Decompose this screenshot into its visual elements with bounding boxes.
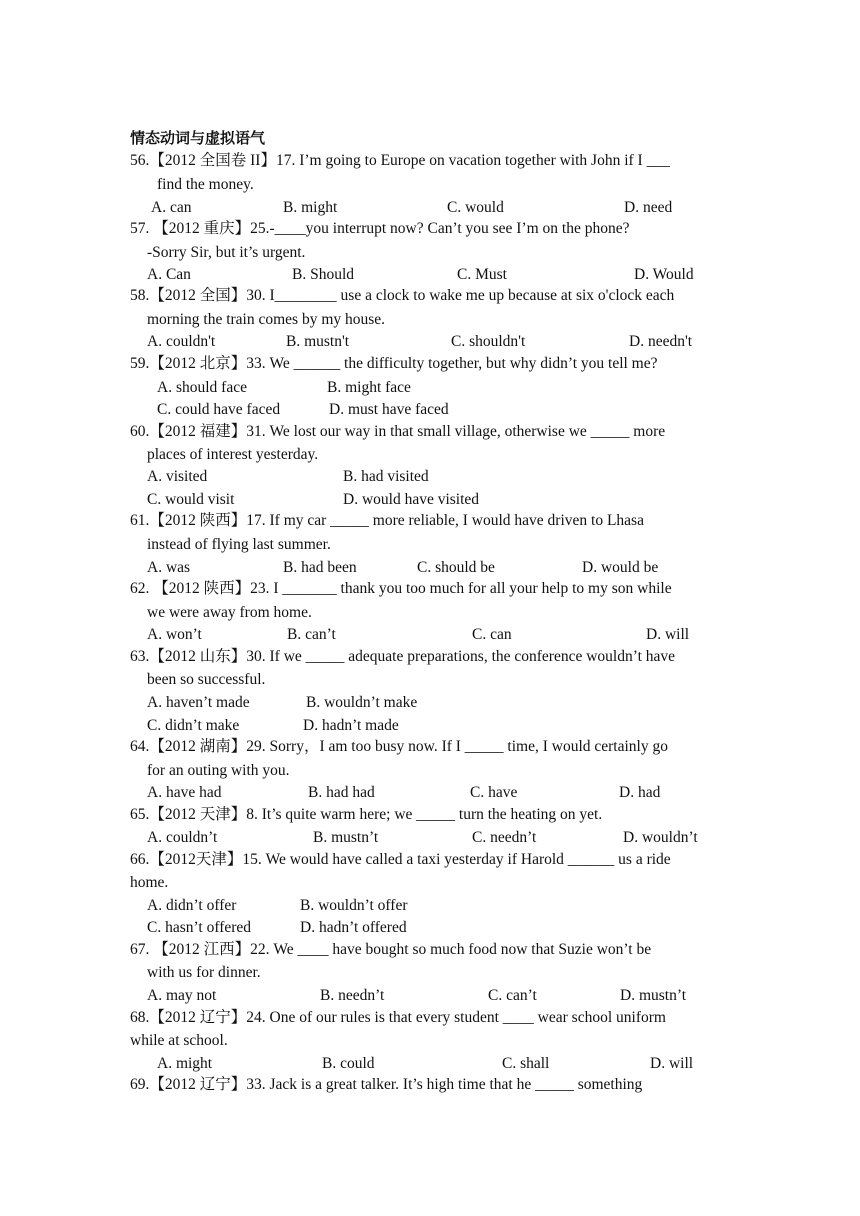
q57-option-d: D. Would (634, 266, 694, 283)
q62-option-a: A. won’t (147, 626, 202, 643)
q67-option-b: B. needn’t (320, 987, 385, 1004)
question-59-line-1: 59.【2012 北京】33. We ______ the difficulty together, but why didn’t you tell me? (130, 355, 658, 372)
question-60-line-1: 60.【2012 福建】31. We lost our way in that small village, otherwise we _____ more (130, 423, 666, 440)
question-67-line-1: 67. 【2012 江西】22. We ____ have bought so much food now that Suzie won’t be (130, 941, 652, 958)
q59-option-a: A. should face (157, 379, 247, 396)
q63-option-d: D. hadn’t made (303, 717, 399, 734)
question-61-line-2: instead of flying last summer. (147, 536, 331, 553)
q58-option-c: C. shouldn't (451, 333, 526, 350)
question-58-line-2: morning the train comes by my house. (147, 311, 386, 328)
question-66-line-2: home. (130, 874, 169, 891)
q56-option-c: C. would (447, 199, 504, 216)
page-title: 情态动词与虚拟语气 (130, 129, 266, 147)
q61-option-c: C. should be (417, 559, 495, 576)
q62-option-c: C. can (472, 626, 512, 643)
q58-option-a: A. couldn't (147, 333, 216, 350)
q67-option-a: A. may not (147, 987, 217, 1004)
question-64-line-2: for an outing with you. (147, 762, 290, 779)
q68-option-d: D. will (650, 1055, 694, 1072)
q56-option-d: D. need (624, 199, 673, 216)
q58-option-d: D. needn't (629, 333, 693, 350)
q62-option-b: B. can’t (287, 626, 336, 643)
q56-option-a: A. can (151, 199, 192, 216)
q61-option-d: D. would be (582, 559, 659, 576)
q57-option-a: A. Can (147, 266, 191, 283)
q67-option-d: D. mustn’t (620, 987, 687, 1004)
q65-option-b: B. mustn’t (313, 829, 379, 846)
q59-option-c: C. could have faced (157, 401, 281, 418)
q66-option-a: A. didn’t offer (147, 897, 237, 914)
question-60-line-2: places of interest yesterday. (147, 446, 319, 463)
q68-option-a: A. might (157, 1055, 213, 1072)
question-57-line-1: 57. 【2012 重庆】25.-____you interrupt now? Can’t you see I’m on the phone? (130, 220, 630, 237)
question-67-line-2: with us for dinner. (147, 964, 261, 981)
q63-option-a: A. haven’t made (147, 694, 250, 711)
q60-option-d: D. would have visited (343, 491, 480, 508)
q61-option-b: B. had been (283, 559, 357, 576)
question-56-line-2: find the money. (157, 176, 254, 193)
q56-option-b: B. might (283, 199, 338, 216)
q65-option-a: A. couldn’t (147, 829, 218, 846)
q67-option-c: C. can’t (488, 987, 537, 1004)
q60-option-c: C. would visit (147, 491, 235, 508)
question-61-line-1: 61.【2012 陕西】17. If my car _____ more reliable, I would have driven to Lhasa (130, 512, 644, 529)
q63-option-c: C. didn’t make (147, 717, 240, 734)
question-68-line-2: while at school. (130, 1032, 228, 1049)
q57-option-b: B. Should (292, 266, 355, 283)
q59-option-d: D. must have faced (329, 401, 449, 418)
question-62-line-1: 62. 【2012 陕西】23. I _______ thank you too much for all your help to my son while (130, 580, 672, 597)
question-64-line-1: 64.【2012 湖南】29. Sorry，I am too busy now. If I _____ time, I would certainly go (130, 738, 668, 755)
q59-option-b: B. might face (327, 379, 411, 396)
q64-option-a: A. have had (147, 784, 222, 801)
q64-option-b: B. had had (308, 784, 375, 801)
q62-option-d: D. will (646, 626, 690, 643)
q61-option-a: A. was (147, 559, 191, 576)
q64-option-c: C. have (470, 784, 518, 801)
question-58-line-1: 58.【2012 全国】30. I________ use a clock to wake me up because at six o'clock each (130, 287, 675, 304)
question-57-line-2: -Sorry Sir, but it’s urgent. (147, 244, 306, 261)
q65-option-d: D. wouldn’t (623, 829, 698, 846)
q60-option-a: A. visited (147, 468, 208, 485)
question-56-line-1: 56.【2012 全国卷 II】17. I’m going to Europe on vacation together with John if I ___ (130, 152, 670, 169)
question-63-line-1: 63.【2012 山东】30. If we _____ adequate preparations, the conference wouldn’t have (130, 648, 676, 665)
q57-option-c: C. Must (457, 266, 507, 283)
q66-option-d: D. hadn’t offered (300, 919, 407, 936)
question-65-line-1: 65.【2012 天津】8. It’s quite warm here; we _____ turn the heating on yet. (130, 806, 603, 823)
q66-option-c: C. hasn’t offered (147, 919, 252, 936)
q64-option-d: D. had (619, 784, 661, 801)
q65-option-c: C. needn’t (472, 829, 537, 846)
question-66-line-1: 66.【2012天津】15. We would have called a taxi yesterday if Harold ______ us a ride (130, 851, 671, 868)
q60-option-b: B. had visited (343, 468, 429, 485)
question-63-line-2: been so successful. (147, 671, 266, 688)
q58-option-b: B. mustn't (286, 333, 350, 350)
question-69-line-1: 69.【2012 辽宁】33. Jack is a great talker. It’s high time that he _____ something (130, 1076, 643, 1093)
q63-option-b: B. wouldn’t make (306, 694, 418, 711)
question-68-line-1: 68.【2012 辽宁】24. One of our rules is that every student ____ wear school uniform (130, 1009, 666, 1026)
question-62-line-2: we were away from home. (147, 604, 312, 621)
q66-option-b: B. wouldn’t offer (300, 897, 408, 914)
q68-option-b: B. could (322, 1055, 375, 1072)
q68-option-c: C. shall (502, 1055, 550, 1072)
